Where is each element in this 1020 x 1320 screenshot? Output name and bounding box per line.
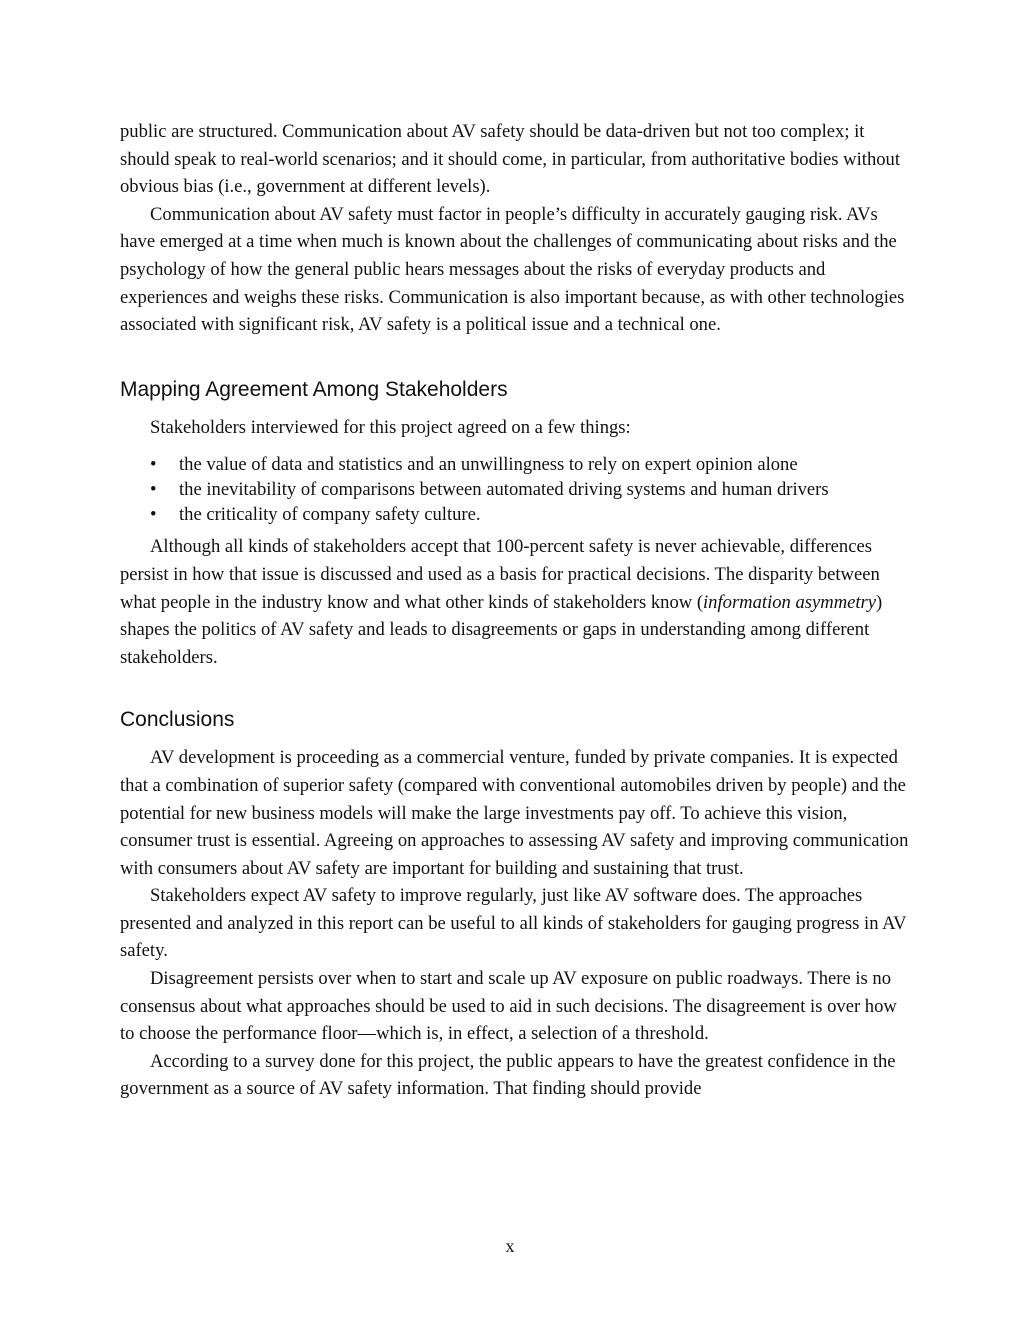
mapping-paragraph [120,533,910,671]
list-item-text: the value of data and statistics and an unwillingness to rely on expert opinion alone [179,454,798,476]
intro-paragraph-1: public are structured. Communication about AV safety should be data-driven but not too complex; it should speak to real-world scenarios; and it should come, in particular, from authoritative bodies without obvious bias (i.e., government at different levels). [120,121,901,198]
page-number: x [505,1236,515,1256]
mapping-paragraph-text-end: ) shapes the politics of AV safety and leads to disagreements or gaps in understanding among different stakeholders. [120,591,883,668]
list-item-text: the inevitability of comparisons between automated driving systems and human drivers [179,479,829,501]
list-item-text: the criticality of company safety culture. [179,504,481,526]
conclusions-paragraph-3: Disagreement persists over when to start and scale up AV exposure on public roadways. There is no consensus about what approaches should be used to aid in such decisions. The disagreement is over how to choose the performance floor—which is, in effect, a selection of a threshold. [120,968,897,1045]
list-item [120,452,910,477]
agreement-list [120,452,910,527]
mapping-paragraph-italic-term: information asymmetry [703,591,877,613]
section-heading-conclusions: Conclusions [120,708,235,732]
list-item [120,477,910,502]
conclusions-paragraph-2: Stakeholders expect AV safety to improve regularly, just like AV software does. The approaches presented and analyzed in this report can be useful to all kinds of stakeholders for gauging progress in AV safety. [120,885,907,962]
mapping-paragraph-text-start: Although all kinds of stakeholders accept that 100-percent safety is never achievable, differences persist in how that issue is discussed and used as a basis for practical decisions. The disparity between what people in the industry know and what other kinds of stakeholders know ( [120,536,880,613]
conclusions-paragraph-4: According to a survey done for this project, the public appears to have the greatest confidence in the government as a source of AV safety information. That finding should provide [120,1050,896,1100]
bullet-icon: • [150,479,157,501]
section-heading-mapping: Mapping Agreement Among Stakeholders [120,377,508,401]
list-item [120,502,910,527]
bullet-icon: • [150,454,157,476]
mapping-lead-paragraph: Stakeholders interviewed for this project agreed on a few things: [150,416,631,438]
intro-paragraph-2: Communication about AV safety must factor in people’s difficulty in accurately gauging risk. AVs have emerged at a time when much is known about the challenges of communicating about risks and the psychology of how the general public hears messages about the risks of everyday products and experiences and weighs these risks. Communication is also important because, as with other technologies associated with significant risk, AV safety is a political issue and a technical one. [120,203,905,336]
document-body [120,118,910,1103]
bullet-icon: • [150,504,157,526]
conclusions-paragraph-1: AV development is proceeding as a commercial venture, funded by private companies. It is expected that a combination of superior safety (compared with conventional automobiles driven by people) and the potential for new business models will make the large investments pay off. To achieve this vision, consumer trust is essential. Agreeing on approaches to assessing AV safety and improving communication with consumers about AV safety are important for building and sustaining that trust. [120,747,909,879]
